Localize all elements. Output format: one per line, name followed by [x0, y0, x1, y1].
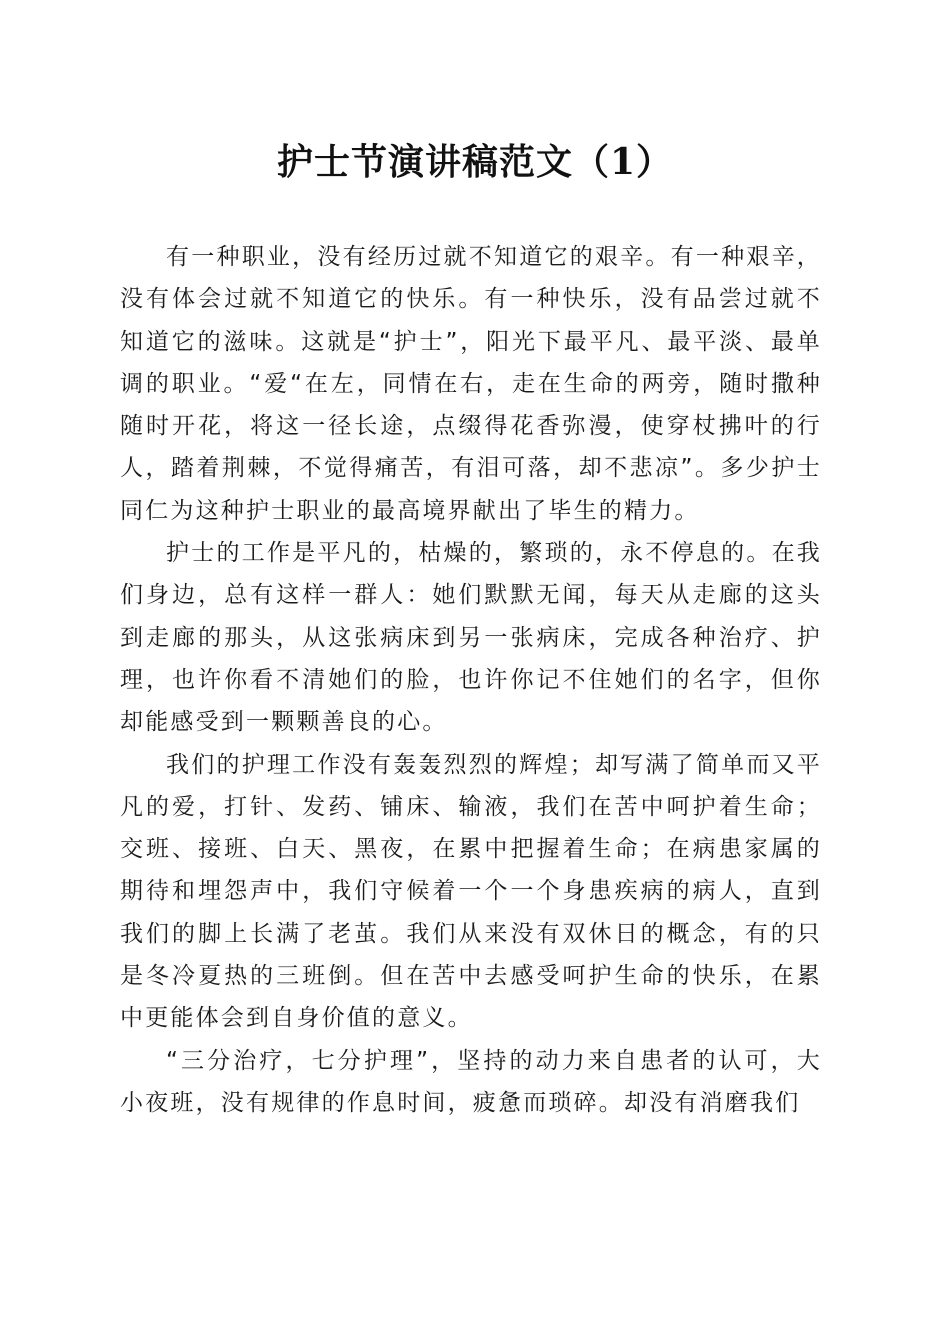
paragraph: 护士的工作是平凡的，枯燥的，繁琐的，永不停息的。在我们身边，总有这样一群人：她们默默无闻，每天从走廊的这头到走廊的那头，从这张病床到另一张病床，完成各种治疗、护理，也许你看不清她们的脸，也许你记不住她们的名字，但你却能感受到一颗颗善良的心。	[120, 540, 822, 736]
document-body	[120, 236, 822, 1124]
paragraph: 我们的护理工作没有轰轰烈烈的辉煌；却写满了简单而又平凡的爱，打针、发药、铺床、输液，我们在苦中呵护着生命；交班、接班、白天、黑夜，在累中把握着生命；在病患家属的期待和埋怨声中，我们守候着一个一个身患疾病的病人，直到我们的脚上长满了老茧。我们从来没有双休日的概念，有的只是冬冷夏热的三班倒。但在苦中去感受呵护生命的快乐，在累中更能体会到自身价值的意义。	[120, 751, 822, 1032]
paragraph: “三分治疗，七分护理”，坚持的动力来自患者的认可，大小夜班，没有规律的作息时间，疲惫而琐碎。却没有消磨我们	[120, 1047, 822, 1116]
document-title: 护士节演讲稿范文（1）	[276, 141, 674, 183]
paragraph: 有一种职业，没有经历过就不知道它的艰辛。有一种艰辛，没有体会过就不知道它的快乐。有一种快乐，没有品尝过就不知道它的滋味。这就是“护士”，阳光下最平凡、最平淡、最单调的职业。“爱“在左，同情在右，走在生命的两旁，随时撒种随时开花，将这一径长途，点缀得花香弥漫，使穿杖拂叶的行人，踏着荆棘，不觉得痛苦，有泪可落，却不悲凉”。多少护士同仁为这种护士职业的最高境界献出了毕生的精力。	[120, 244, 822, 524]
